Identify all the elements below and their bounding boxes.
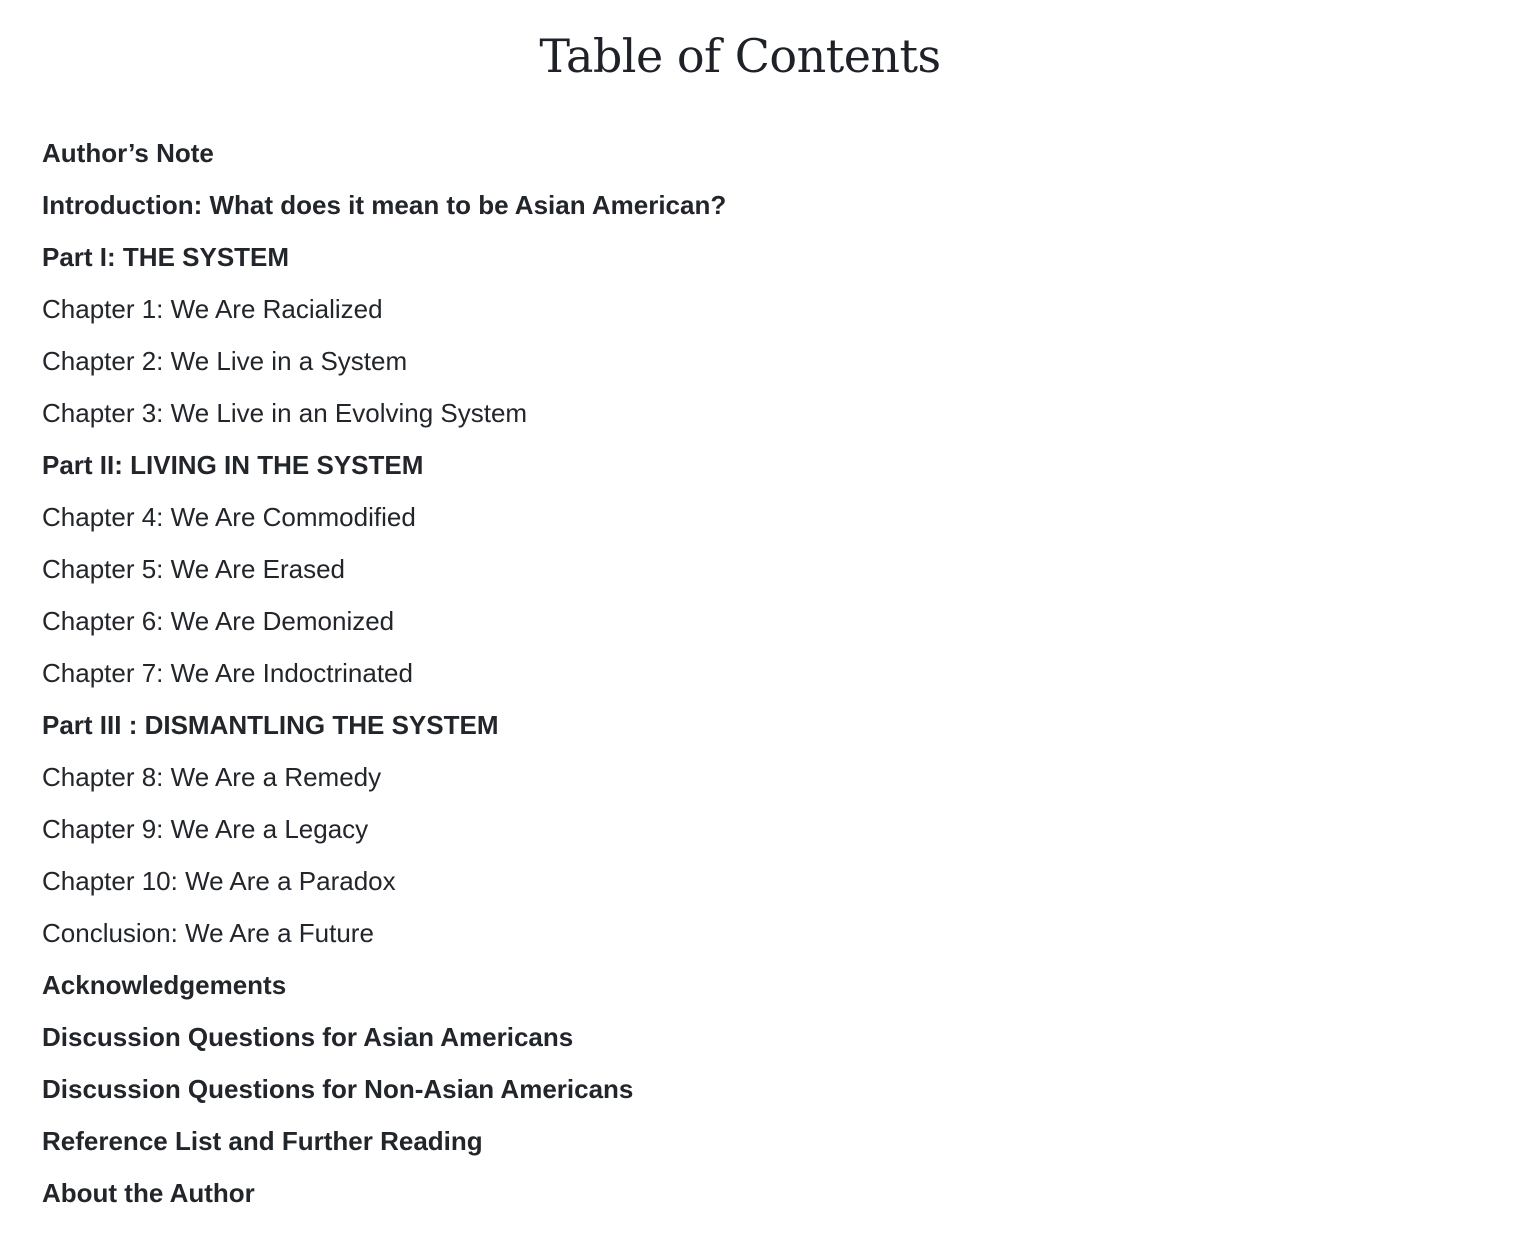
toc-item-chapter-6[interactable]: Chapter 6: We Are Demonized: [42, 606, 395, 636]
page-title: Table of Contents: [539, 29, 941, 83]
toc-item-part-2[interactable]: Part II: LIVING IN THE SYSTEM: [42, 450, 424, 480]
toc-item-chapter-7[interactable]: Chapter 7: We Are Indoctrinated: [42, 658, 413, 688]
toc-item-discussion-asian-americans[interactable]: Discussion Questions for Asian Americans: [42, 1022, 574, 1052]
toc-item-chapter-9[interactable]: Chapter 9: We Are a Legacy: [42, 814, 369, 844]
toc-item-introduction[interactable]: Introduction: What does it mean to be Asian American?: [42, 190, 727, 220]
toc-item-chapter-4[interactable]: Chapter 4: We Are Commodified: [42, 502, 416, 532]
toc-item-chapter-1[interactable]: Chapter 1: We Are Racialized: [42, 294, 383, 324]
table-of-contents: [42, 127, 726, 1219]
toc-item-chapter-10[interactable]: Chapter 10: We Are a Paradox: [42, 866, 396, 896]
toc-item-chapter-3[interactable]: Chapter 3: We Live in an Evolving System: [42, 398, 528, 428]
toc-item-about-the-author[interactable]: About the Author: [42, 1178, 255, 1208]
toc-item-chapter-8[interactable]: Chapter 8: We Are a Remedy: [42, 762, 382, 792]
toc-item-chapter-5[interactable]: Chapter 5: We Are Erased: [42, 554, 346, 584]
toc-item-chapter-2[interactable]: Chapter 2: We Live in a System: [42, 346, 408, 376]
toc-item-part-1[interactable]: Part I: THE SYSTEM: [42, 242, 290, 272]
toc-item-discussion-non-asian-americans[interactable]: Discussion Questions for Non-Asian Americans: [42, 1074, 634, 1104]
toc-item-acknowledgements[interactable]: Acknowledgements: [42, 970, 287, 1000]
toc-item-reference-list[interactable]: Reference List and Further Reading: [42, 1126, 483, 1156]
toc-item-part-3[interactable]: Part III : DISMANTLING THE SYSTEM: [42, 710, 499, 740]
toc-item-authors-note[interactable]: Author’s Note: [42, 138, 214, 168]
toc-item-conclusion[interactable]: Conclusion: We Are a Future: [42, 918, 374, 948]
